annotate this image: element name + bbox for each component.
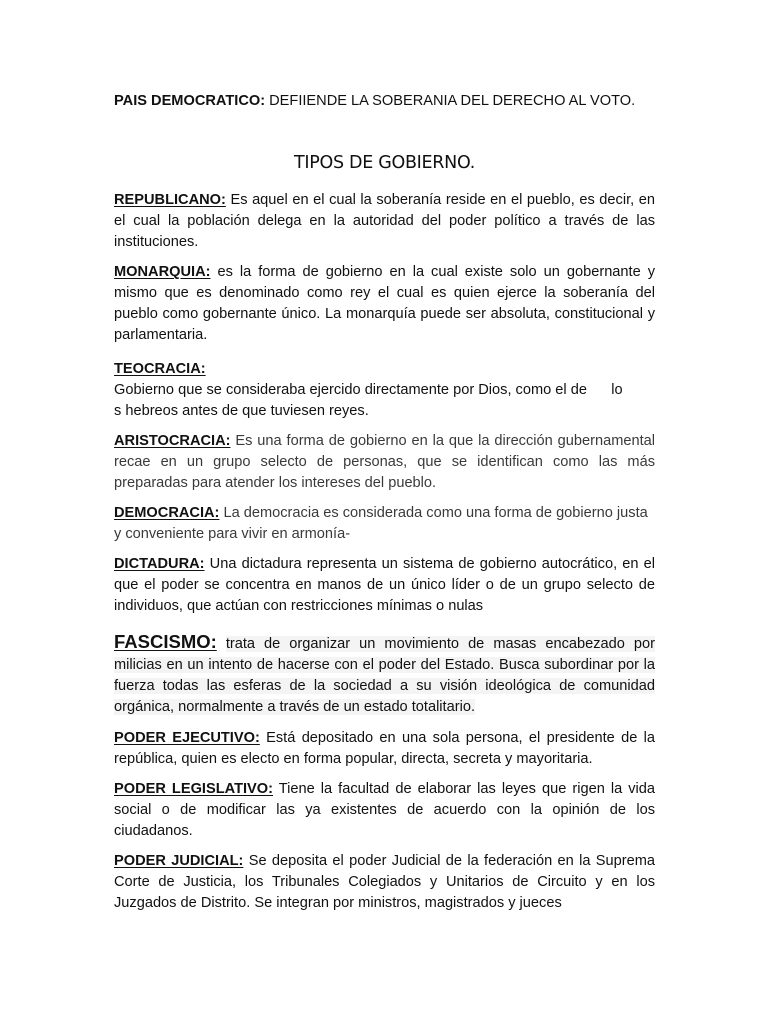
definition-term: ARISTOCRACIA: — [114, 433, 231, 449]
definition-text: Es una forma de gobierno en la que la dirección gubernamental recae en un grupo selecto de personas, que se identifican como las más preparadas para atender los intereses del pueblo. — [114, 433, 655, 491]
definition-poder-judicial — [114, 851, 655, 914]
definition-poder-ejecutivo — [114, 728, 655, 770]
definition-teocracia — [114, 359, 655, 422]
definition-poder-legislativo — [114, 779, 655, 842]
definition-text: Tiene la facultad de elaborar las leyes que rigen la vida social o de modificar las ya existentes de acuerdo con la opinión de los ciudadanos. — [114, 781, 656, 839]
definition-dictadura — [114, 554, 655, 617]
definition-text: La democracia es considerada como una forma de gobierno justa y conveniente para vivir en armonía- — [114, 505, 648, 542]
definition-text: Una dictadura representa un sistema de gobierno autocrático, en el que el poder se concentra en manos de un único líder o de un grupo selecto de individuos, que actúan con restricciones mínimas o nulas — [114, 556, 655, 614]
definition-term: PODER EJECUTIVO: — [114, 730, 260, 746]
definition-term: FASCISMO: — [114, 631, 217, 652]
intro-text: DEFIIENDE LA SOBERANIA DEL DERECHO AL VOTO. — [269, 93, 636, 109]
definition-text: es la forma de gobierno en la cual existe solo un gobernante y mismo que es denominado como rey el cual es quien ejerce la soberanía del pueblo como gobernante único. La monarquía puede ser absoluta, constitucional y parlamentaria. — [114, 264, 655, 343]
definition-monarquia — [114, 262, 655, 346]
definition-democracia — [114, 503, 655, 545]
intro-line — [114, 91, 674, 111]
definition-term: DICTADURA: — [114, 556, 205, 572]
definition-text-line-2: s hebreos antes de que tuviesen reyes. — [114, 403, 369, 419]
definition-term: PODER JUDICIAL: — [114, 853, 244, 869]
definition-text-line-1: Gobierno que se consideraba ejercido directamente por Dios, como el de lo — [114, 382, 623, 398]
definition-term: PODER LEGISLATIVO: — [114, 781, 274, 797]
definition-text: Se deposita el poder Judicial de la federación en la Suprema Corte de Justicia, los Tribunales Colegiados y Unitarios de Circuito y en los Juzgados de Distrito. Se integran por ministros, magistrados y jueces — [114, 853, 655, 911]
definition-term: REPUBLICANO: — [114, 192, 226, 208]
definition-fascismo — [114, 631, 655, 718]
definition-term: DEMOCRACIA: — [114, 505, 220, 521]
definition-text: Es aquel en el cual la soberanía reside en el pueblo, es decir, en el cual la población delega en la autoridad del poder político a través de las instituciones. — [114, 192, 655, 250]
intro-label: PAIS DEMOCRATICO: — [114, 93, 266, 109]
definition-republicano — [114, 190, 655, 253]
definition-term: MONARQUIA: — [114, 264, 211, 280]
definition-aristocracia — [114, 431, 655, 494]
page-title: TIPOS DE GOBIERNO. — [294, 153, 475, 173]
definition-term: TEOCRACIA: — [114, 361, 206, 377]
definition-text: trata de organizar un movimiento de masas encabezado por milicias en un intento de hacerse con el poder del Estado. Busca subordinar por la fuerza todas las esferas de la sociedad a su visión ideológica de comunidad orgánica, normalmente a través de un estado totalitario. — [114, 636, 655, 715]
definition-text: Está depositado en una sola persona, el presidente de la república, quien es electo en forma popular, directa, secreta y mayoritaria. — [114, 730, 655, 767]
